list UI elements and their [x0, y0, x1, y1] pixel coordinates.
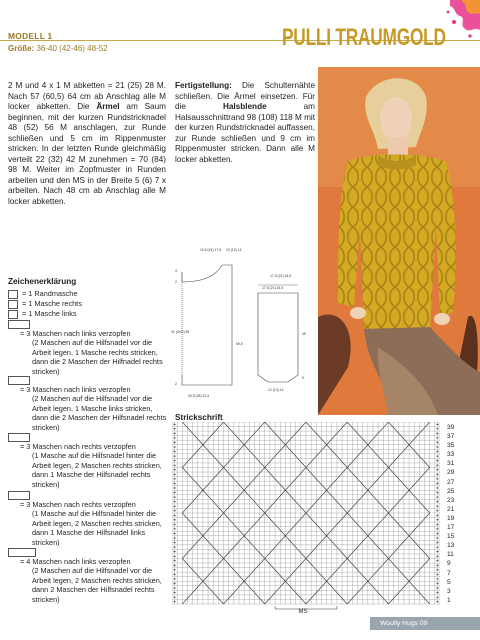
legend-text: = 3 Maschen nach links verzopfen: [20, 384, 131, 394]
row-number: 11: [447, 551, 454, 559]
page-footer: Woolly Hugs 09: [370, 617, 480, 630]
cable-left-3-purl-symbol-icon: [8, 376, 30, 385]
row-number: 23: [447, 496, 455, 504]
size-label: Größe:: [8, 44, 35, 53]
schematic-label-height-left: 41 (44,5) 55: [171, 330, 190, 334]
legend-item-zopf-links-2: [8, 375, 168, 433]
row-number: 19: [447, 514, 455, 522]
legend-item-randmasche: [8, 289, 168, 299]
legend-item-zopf-rechts-2: [8, 490, 168, 548]
instructions-column-2: [175, 81, 315, 165]
model-number: MODELL 1: [8, 31, 53, 41]
legend-text: = 1 Masche links: [22, 309, 77, 318]
schematic-label-bottom-right: 12 (13) 14: [268, 388, 284, 392]
cable-left-4-symbol-icon: [8, 548, 36, 557]
row-number: 17: [447, 524, 455, 532]
legend-text: = 1 Randmasche: [22, 289, 78, 298]
legend-text: (1 Masche auf die Hilfsnadel hinter die Arbeit legen, 2 Maschen rechts stricken, dann 1 Masche der Hilfsnadel links stricken): [32, 509, 162, 547]
legend-item-zopf-links-1: [8, 319, 168, 377]
legend-text: (2 Maschen auf die Hilfsnadel vor die Arbeit legen, 1 Masche links stricken, dann die 2 Maschen der Hilfsnadel rechts stricken): [32, 394, 167, 432]
row-number: 13: [447, 542, 455, 550]
paint-splash-decoration: [430, 0, 480, 42]
knitting-chart-grid: [172, 422, 440, 610]
schematic-label-left3: 2: [175, 382, 177, 386]
row-number: 15: [447, 533, 455, 541]
row-number: 33: [447, 451, 455, 459]
row-number: 1: [447, 596, 451, 604]
legend-text: (1 Masche auf die Hilfsnadel hinter die Arbeit legen, 2 Maschen rechts stricken, dann 1 Masche der Hilfsnadel rechts stricken): [32, 451, 162, 489]
legend-item-rechts: [8, 299, 168, 309]
row-number: 31: [447, 460, 455, 468]
row-number: 35: [447, 442, 455, 450]
row-number: 39: [447, 424, 455, 431]
rechts-symbol-icon: [8, 300, 18, 309]
row-number: 5: [447, 578, 451, 586]
legend-text: = 1 Masche rechts: [22, 299, 82, 308]
schematic-label-left2: 2: [175, 280, 177, 284]
row-number: 21: [447, 505, 455, 513]
size-value: 36-40 (42-46) 48-52: [36, 44, 108, 53]
ms-label: MS: [298, 609, 308, 615]
row-number: 9: [447, 560, 451, 568]
schematic-label-sleeve-top: 17,5 (21) 24,5: [262, 286, 284, 290]
aermel-label: Ärmel: [96, 102, 120, 111]
legend-text: = 3 Maschen nach links verzopfen: [20, 328, 131, 338]
cable-right-3-purl-symbol-icon: [8, 491, 30, 500]
col1-text-2: am Saum beginnen, mit der kurzen Rundstricknadel 48 (52) 56 M anschlagen, zur Runde schließen und 5 cm im Rippenmuster stricken. In der letzten Runde gleichmäßig verteilt 22 (32) 42 M zunehmen = 70 (84) 98 M. Weiter im Zopfmuster in Runden arbeiten und den MS in der Breite 5 (6) 7 x arbeiten. Nach 48 cm ab Anschlag alle M locker abketten.: [8, 102, 166, 206]
model-photo: [318, 67, 480, 415]
legend-text: (2 Maschen auf die Hilfsnadel vor die Arbeit legen, 2 Maschen rechts stricken, dann 2 Maschen der Hilfsnadel rechts stricken): [32, 566, 162, 604]
legend-text: = 3 Maschen nach rechts verzopfen: [20, 441, 136, 451]
row-number-column: [447, 423, 467, 605]
schematic-label-height-mid: 59,5: [236, 342, 243, 346]
legend-title: Zeichenerklärung: [8, 277, 77, 286]
schematic-label-top3: 17,5 (21) 24,5: [270, 274, 292, 278]
col2-text-1: Die Schulternähte schließen. Die Ärmel einsetzen. Für die: [175, 81, 315, 111]
row-number: 37: [447, 433, 455, 441]
col2-text-2: am Halsausschnittrand 98 (108) 118 M mit der kurzen Rundstricknadel auffassen, zur Runde schließen und 9 cm im Rippenmuster stricken. Dann alle M locker abketten.: [175, 102, 316, 164]
page-title: PULLI TRAUMGOLD: [282, 24, 446, 51]
instructions-column-1: [8, 81, 166, 207]
cable-left-3-symbol-icon: [8, 320, 30, 329]
schematic-label-height-right: 45: [302, 332, 306, 336]
size-line: [8, 44, 108, 53]
garment-schematic: [170, 245, 320, 410]
legend-text: (2 Maschen auf die Hilfsnadel vor die Arbeit legen, 1 Masche rechts stricken, dann die 2 Maschen der Hilfnadel rechts stricken): [32, 338, 163, 376]
row-number: 29: [447, 469, 455, 477]
row-number: 7: [447, 569, 451, 577]
legend-text: = 4 Maschen nach links verzopfen: [20, 556, 131, 566]
schematic-label-top2: 10 (12) 14: [226, 248, 242, 252]
legend-item-zopf-links-4: [8, 547, 168, 605]
schematic-label-left1: 4: [175, 269, 177, 273]
col1-text-1: 2 M und 4 x 1 M abketten = 21 (25) 28 M. Nach 57 (60,5) 64 cm ab Anschlag alle M locker abketten. Die: [8, 81, 166, 111]
row-number: 3: [447, 587, 451, 595]
schematic-label-small: 5: [302, 376, 304, 380]
legend-item-links: [8, 309, 168, 319]
links-symbol-icon: [8, 310, 18, 319]
schematic-label-bottom-left: 26,5 (28) 31,5: [188, 394, 210, 398]
randmasche-symbol-icon: [8, 290, 18, 299]
fertigstellung-label: Fertigstellung:: [175, 81, 232, 90]
chart-title: Strickschrift: [175, 413, 223, 422]
legend-text: = 3 Maschen nach rechts verzopfen: [20, 499, 136, 509]
schematic-label-top1: 10,5 (14) 17,5: [200, 248, 222, 252]
cable-right-3-symbol-icon: [8, 433, 30, 442]
row-number: 25: [447, 487, 455, 495]
halsblende-label: Halsblende: [222, 102, 267, 111]
row-number: 27: [447, 478, 455, 486]
legend-item-zopf-rechts-1: [8, 432, 168, 490]
